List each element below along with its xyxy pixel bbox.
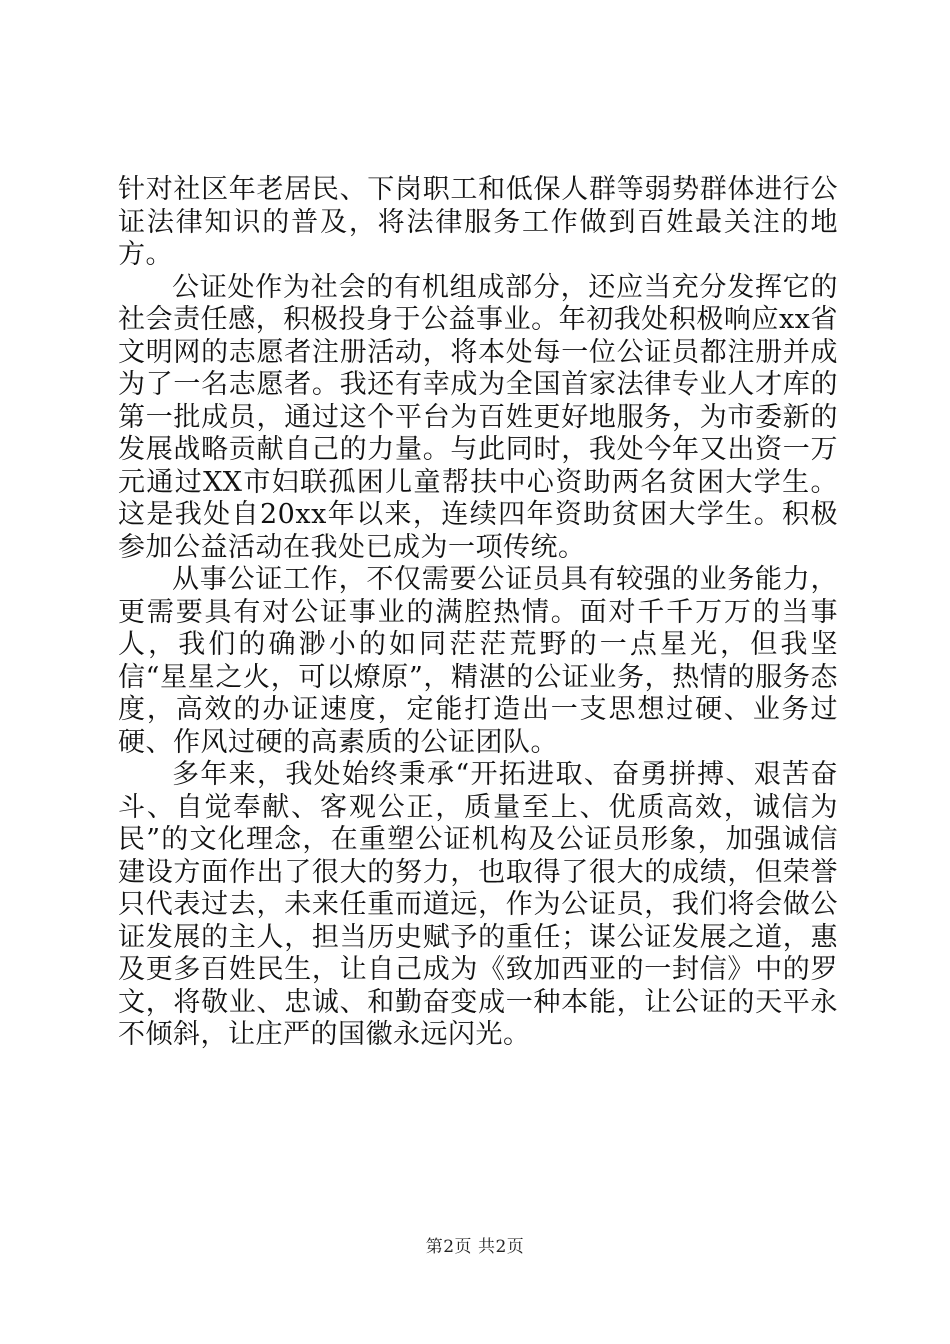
paragraph-4: 多年来，我处始终秉承“开拓进取、奋勇拼搏、艰苦奋斗、自觉奉献、客观公正，质量至上、优质高效，诚信为民”的文化理念，在重塑公证机构及公证员形象，加强诚信建设方面作出了很大的努力，也取得了很大的成绩，但荣誉只代表过去，未来任重而道远，作为公证员，我们将会做公证发展的主人，担当历史赋予的重任；谋公证发展之道，惠及更多百姓民生，让自己成为《致加西亚的一封信》中的罗文，将敬业、忠诚、和勤奋变成一种本能，让公证的天平永不倾斜，让庄严的国徽永远闪光。 <box>118 759 838 1050</box>
document-body <box>118 174 838 1052</box>
paragraph-1: 针对社区年老居民、下岗职工和低保人群等弱势群体进行公证法律知识的普及，将法律服务工作做到百姓最关注的地方。 <box>118 174 838 270</box>
paragraph-2: 公证处作为社会的有机组成部分，还应当充分发挥它的社会责任感，积极投身于公益事业。年初我处积极响应xx省文明网的志愿者注册活动，将本处每一位公证员都注册并成为了一名志愿者。我还有幸成为全国首家法律专业人才库的第一批成员，通过这个平台为百姓更好地服务，为市委新的发展战略贡献自己的力量。与此同时，我处今年又出资一万元通过XX市妇联孤困儿童帮扶中心资助两名贫困大学生。这是我处自20xx年以来，连续四年资助贫困大学生。积极参加公益活动在我处已成为一项传统。 <box>118 271 838 563</box>
paragraph-3: 从事公证工作，不仅需要公证员具有较强的业务能力，更需要具有对公证事业的满腔热情。面对千千万万的当事人，我们的确渺小的如同茫茫荒野的一点星光，但我坚信“星星之火，可以燎原”，精湛的公证业务，热情的服务态度，高效的办证速度，定能打造出一支思想过硬、业务过硬、作风过硬的高素质的公证团队。 <box>118 564 838 758</box>
page-footer: 第2页 共2页 <box>425 1237 525 1257</box>
